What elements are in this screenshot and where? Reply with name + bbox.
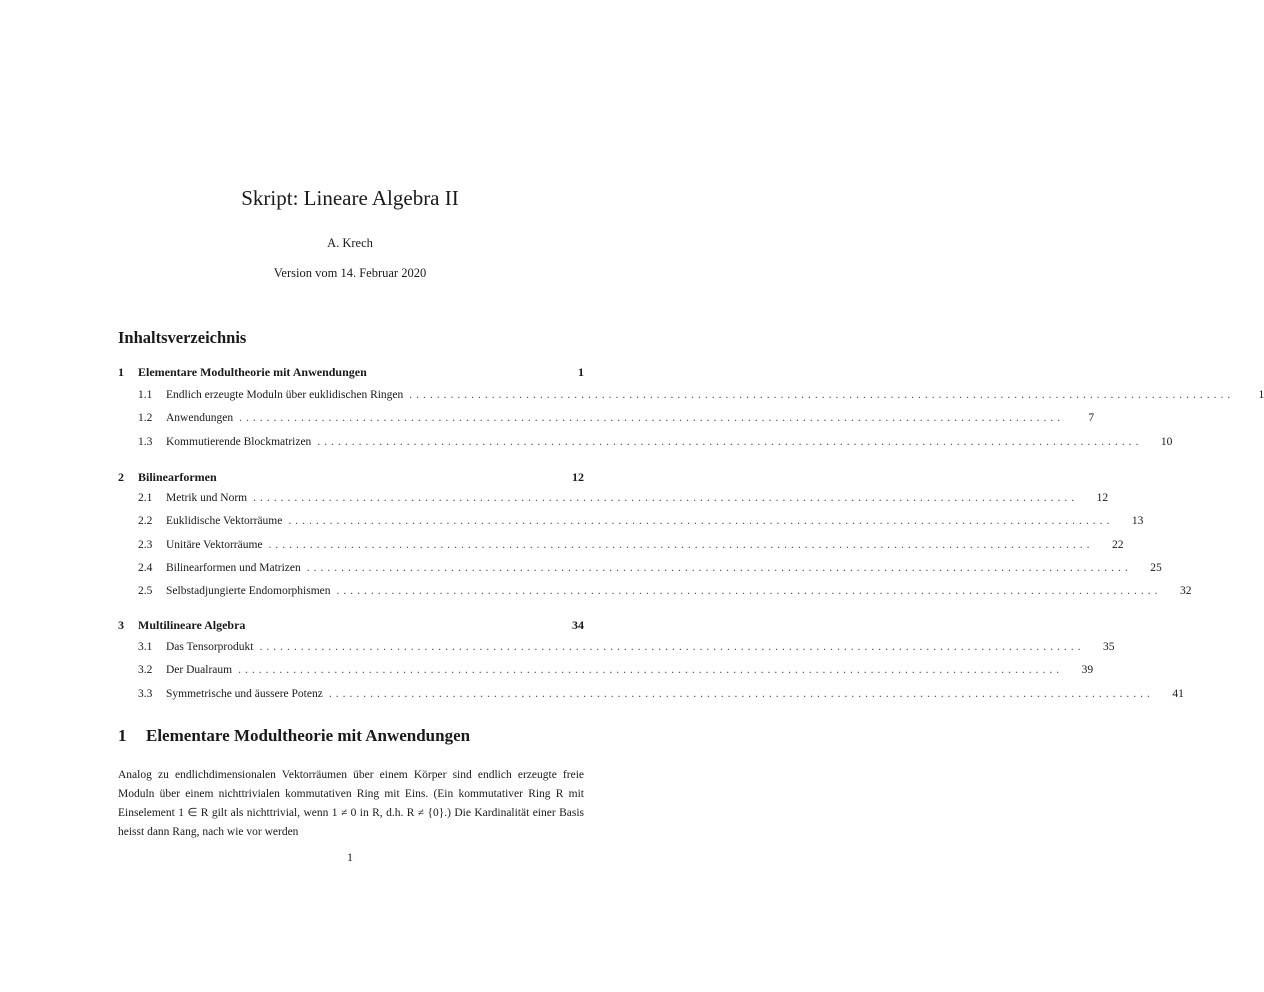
toc-section-entry[interactable] [118,664,1094,680]
toc-entry-page: 10 [1160,436,1173,448]
toc-entry-page: 25 [1150,562,1162,574]
toc-entry-title: Symmetrische und äussere Potenz [166,688,323,700]
toc-entry-number: 1.1 [138,389,153,401]
toc-entry-title: Anwendungen [166,412,234,424]
toc-entry-number: 2 [118,470,124,484]
toc-entry-number: 2.3 [138,539,153,551]
toc-leader-dots: ........................................................................................................................ [268,539,1094,551]
section-title: Elementare Modultheorie mit Anwendungen [146,726,471,745]
toc-leader-dots: ........................................................................................................................ [306,562,1132,574]
toc-entry-number: 1.2 [138,412,153,424]
toc-entry-page: 39 [1081,664,1094,676]
toc-chapter-entry[interactable] [118,470,584,486]
toc-leader-dots: ........................................................................................................................ [317,436,1143,448]
toc-entry-title: Der Dualraum [166,664,233,676]
toc-entry-title: Unitäre Vektorräume [166,539,263,551]
toc-entry-page: 34 [572,618,584,632]
section-paragraph: Analog zu endlichdimensionalen Vektorräumen über einem Körper sind endlich erzeugte freie Moduln über einem nichttrivialen kommutativen Ring mit Eins. (Ein kommutativer Ring R mit Einselement 1 ∈ R gilt als nichttrivial, wenn 1 ≠ 0 in R, d.h. R ≠ {0}.) Die Kardinalität einer Basis heisst dann Rang, nach wie vor werden [118,769,584,838]
toc-entry-page: 12 [1096,492,1109,504]
toc-entry-number: 3 [118,618,124,632]
toc-entry-title: Endlich erzeugte Moduln über euklidischen Ringen [166,389,404,401]
toc-section-entry[interactable] [118,436,1173,452]
toc-heading: Inhaltsverzeichnis [118,328,247,347]
toc-entry-title: Elementare Modultheorie mit Anwendungen [138,365,367,379]
document-author: A. Krech [327,236,373,250]
document-version: Version vom 14. Februar 2020 [273,266,427,280]
section-number: 1 [118,726,127,745]
toc-entry-title: Selbstadjungierte Endomorphismen [166,585,331,597]
toc-entry-title: Das Tensorprodukt [166,641,254,653]
toc-leader-dots: ........................................................................................................................ [239,412,1065,424]
toc-section-entry[interactable] [118,492,1109,508]
toc-section-entry[interactable] [118,515,1144,531]
toc-section-entry[interactable] [118,688,1184,704]
toc-entry-page: 41 [1172,688,1184,700]
toc-entry-title: Euklidische Vektorräume [166,515,283,527]
toc-section-entry[interactable] [118,585,1192,601]
page-number: 1 [347,850,353,864]
toc-entry-number: 2.5 [138,585,153,597]
toc-entry-page: 13 [1131,515,1144,527]
toc-entry-number: 2.1 [138,492,153,504]
toc-entry-title: Multilineare Algebra [138,618,246,632]
document-title: Skript: Lineare Algebra II [241,186,459,210]
toc-entry-number: 1 [118,365,124,379]
toc-section-entry[interactable] [118,539,1124,555]
toc-entry-title: Metrik und Norm [166,492,248,504]
toc-section-entry[interactable] [118,412,1095,428]
toc-chapter-entry[interactable] [118,618,584,634]
toc-entry-page: 7 [1088,412,1095,424]
toc-entry-number: 1.3 [138,436,153,448]
toc-entry-title: Kommutierende Blockmatrizen [166,436,312,448]
toc-entry-number: 3.1 [138,641,153,653]
toc-entry-title: Bilinearformen und Matrizen [166,562,301,574]
toc-entry-number: 2.4 [138,562,153,574]
toc-entry-title: Bilinearformen [138,470,217,484]
toc-entry-page: 35 [1102,641,1115,653]
toc-chapter-entry[interactable] [118,365,584,381]
toc-leader-dots: ........................................................................................................................ [409,389,1235,401]
toc-leader-dots: ........................................................................................................................ [238,664,1064,676]
toc-entry-number: 3.2 [138,664,153,676]
toc-entry-page: 1 [578,365,584,379]
toc-entry-page: 32 [1180,585,1192,597]
toc-leader-dots: ........................................................................................................................ [288,515,1114,527]
toc-leader-dots: ........................................................................................................................ [336,585,1162,597]
toc-leader-dots: ........................................................................................................................ [328,688,1154,700]
toc-entry-page: 22 [1112,539,1124,551]
toc-entry-page: 1 [1258,389,1264,401]
toc-entry-number: 3.3 [138,688,153,700]
toc-section-entry[interactable] [118,562,1162,578]
section-heading [118,726,584,746]
toc-section-entry[interactable] [118,641,1115,657]
toc-entry-page: 12 [572,470,584,484]
toc-leader-dots: ........................................................................................................................ [259,641,1085,653]
toc-section-entry[interactable] [118,389,1264,405]
toc-leader-dots: ........................................................................................................................ [253,492,1079,504]
toc-entry-number: 2.2 [138,515,153,527]
